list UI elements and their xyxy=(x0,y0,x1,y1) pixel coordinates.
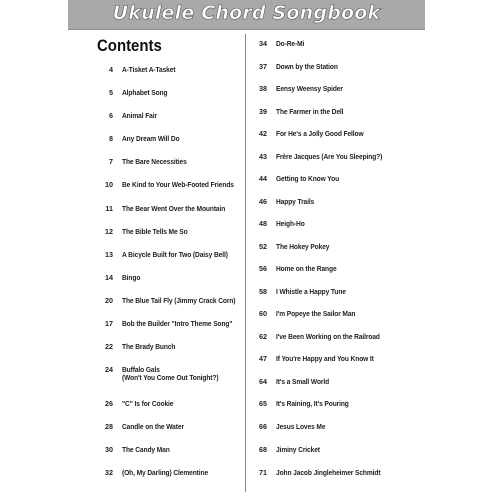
page-number: 64 xyxy=(259,377,267,386)
song-title: A-Tisket A-Tasket xyxy=(122,65,176,74)
toc-entry[interactable] xyxy=(259,332,389,341)
page-number: 8 xyxy=(109,134,113,143)
toc-entry[interactable] xyxy=(259,174,345,183)
page-number: 38 xyxy=(259,84,267,93)
toc-entry[interactable] xyxy=(259,468,390,477)
song-title: I Whistle a Happy Tune xyxy=(276,287,346,296)
toc-entry[interactable] xyxy=(105,342,180,351)
toc-entry[interactable] xyxy=(109,134,185,143)
song-title: Animal Fair xyxy=(122,111,158,120)
toc-entry[interactable] xyxy=(259,197,318,206)
toc-entry[interactable] xyxy=(105,365,227,383)
toc-entry[interactable] xyxy=(105,319,242,328)
page-number: 26 xyxy=(105,399,113,408)
toc-entry[interactable] xyxy=(259,377,334,386)
song-title: The Bare Necessities xyxy=(122,157,187,166)
toc-entry[interactable] xyxy=(259,354,382,363)
page-number: 20 xyxy=(105,296,113,305)
page-number: 4 xyxy=(109,65,113,74)
song-title: John Jacob Jingleheimer Schmidt xyxy=(276,468,381,477)
page-number: 10 xyxy=(105,180,113,189)
song-title: Be Kind to Your Web-Footed Friends xyxy=(122,180,234,189)
toc-entry[interactable] xyxy=(109,65,180,74)
page-number: 24 xyxy=(105,365,113,374)
header-banner xyxy=(68,0,425,30)
song-title: Heigh-Ho xyxy=(276,219,305,228)
page-number: 48 xyxy=(259,219,267,228)
song-title: The Candy Man xyxy=(122,445,170,454)
song-title: The Bible Tells Me So xyxy=(122,227,188,236)
song-title: Bob the Builder "Intro Theme Song" xyxy=(122,319,233,328)
page-number: 39 xyxy=(259,107,267,116)
toc-entry[interactable] xyxy=(109,111,160,120)
song-title: Buffalo Gals (Won't You Come Out Tonight?) xyxy=(122,365,219,383)
song-title: Jiminy Cricket xyxy=(276,445,320,454)
song-title: A Bicycle Built for Two (Daisy Bell) xyxy=(122,250,228,259)
contents-heading: Contents xyxy=(97,36,162,55)
song-title: Getting to Know You xyxy=(276,174,340,183)
song-title: Eensy Weensy Spider xyxy=(276,84,343,93)
page-number: 56 xyxy=(259,264,267,273)
toc-entry[interactable] xyxy=(259,219,307,228)
toc-entry[interactable] xyxy=(105,445,174,454)
page-number: 43 xyxy=(259,152,267,161)
page-number: 42 xyxy=(259,129,267,138)
toc-entry[interactable] xyxy=(259,62,343,71)
toc-entry[interactable] xyxy=(105,422,189,431)
song-title: For He's a Jolly Good Fellow xyxy=(276,129,364,138)
toc-entry[interactable] xyxy=(259,242,334,251)
toc-entry[interactable] xyxy=(259,39,307,48)
page-number: 28 xyxy=(105,422,113,431)
page-number: 66 xyxy=(259,422,267,431)
page-number: 6 xyxy=(109,111,113,120)
page-number: 12 xyxy=(105,227,113,236)
book-title: Ukulele Chord Songbook xyxy=(112,2,381,24)
toc-entry[interactable] xyxy=(259,152,391,161)
toc-entry[interactable] xyxy=(109,88,171,97)
page-number: 71 xyxy=(259,468,267,477)
song-title: I've Been Working on the Railroad xyxy=(276,332,380,341)
page-number: 52 xyxy=(259,242,267,251)
song-title: Candle on the Water xyxy=(122,422,184,431)
page-number: 5 xyxy=(109,88,113,97)
toc-entry[interactable] xyxy=(105,273,142,282)
song-title: The Blue Tail Fly (Jimmy Crack Corn) xyxy=(122,296,236,305)
toc-entry[interactable] xyxy=(259,107,349,116)
song-title: If You're Happy and You Know It xyxy=(276,354,374,363)
toc-entry[interactable] xyxy=(259,129,371,138)
page-number: 17 xyxy=(105,319,113,328)
page-number: 60 xyxy=(259,309,267,318)
page-number: 11 xyxy=(105,204,113,213)
page-number: 37 xyxy=(259,62,267,71)
page-number: 32 xyxy=(105,468,113,477)
toc-entry[interactable] xyxy=(105,296,245,305)
toc-entry[interactable] xyxy=(105,180,244,189)
page-number: 14 xyxy=(105,273,113,282)
song-title: Home on the Range xyxy=(276,264,337,273)
page-number: 46 xyxy=(259,197,267,206)
toc-entry[interactable] xyxy=(105,250,237,259)
toc-entry[interactable] xyxy=(105,399,178,408)
column-divider xyxy=(245,34,246,492)
toc-entry[interactable] xyxy=(259,84,349,93)
song-title: The Brady Bunch xyxy=(122,342,176,351)
song-title: "C" Is for Cookie xyxy=(122,399,174,408)
song-title: Down by the Station xyxy=(276,62,338,71)
song-title: (Oh, My Darling) Clementine xyxy=(122,468,209,477)
toc-entry[interactable] xyxy=(259,309,362,318)
page-number: 30 xyxy=(105,445,113,454)
song-title: Jesus Loves Me xyxy=(276,422,326,431)
toc-entry[interactable] xyxy=(259,287,352,296)
song-title: I'm Popeye the Sailor Man xyxy=(276,309,356,318)
page-number: 7 xyxy=(109,157,113,166)
page-number: 34 xyxy=(259,39,267,48)
page-number: 47 xyxy=(259,354,267,363)
toc-entry[interactable] xyxy=(109,157,192,166)
page-number: 13 xyxy=(105,250,113,259)
song-title: It's a Small World xyxy=(276,377,330,386)
song-title: Bingo xyxy=(122,273,141,282)
song-title: The Bear Went Over the Mountain xyxy=(122,204,226,213)
toc-entry[interactable] xyxy=(259,445,324,454)
song-title: The Hokey Pokey xyxy=(276,242,330,251)
toc-entry[interactable] xyxy=(259,264,342,273)
toc-entry[interactable] xyxy=(259,399,355,408)
toc-entry[interactable] xyxy=(105,227,193,236)
song-title: It's Raining, It's Pouring xyxy=(276,399,349,408)
page-number: 65 xyxy=(259,399,267,408)
song-title: The Farmer in the Dell xyxy=(276,107,344,116)
toc-entry[interactable] xyxy=(259,422,330,431)
page-number: 22 xyxy=(105,342,113,351)
page-number: 44 xyxy=(259,174,267,183)
page-number: 58 xyxy=(259,287,267,296)
toc-entry[interactable] xyxy=(105,468,216,477)
toc-entry[interactable] xyxy=(105,204,234,213)
song-title: Alphabet Song xyxy=(122,88,168,97)
song-title: Do-Re-Mi xyxy=(276,39,305,48)
page-number: 68 xyxy=(259,445,267,454)
song-title: Any Dream Will Do xyxy=(122,134,180,143)
page-number: 62 xyxy=(259,332,267,341)
song-title: Frère Jacques (Are You Sleeping?) xyxy=(276,152,383,161)
song-title: Happy Trails xyxy=(276,197,315,206)
